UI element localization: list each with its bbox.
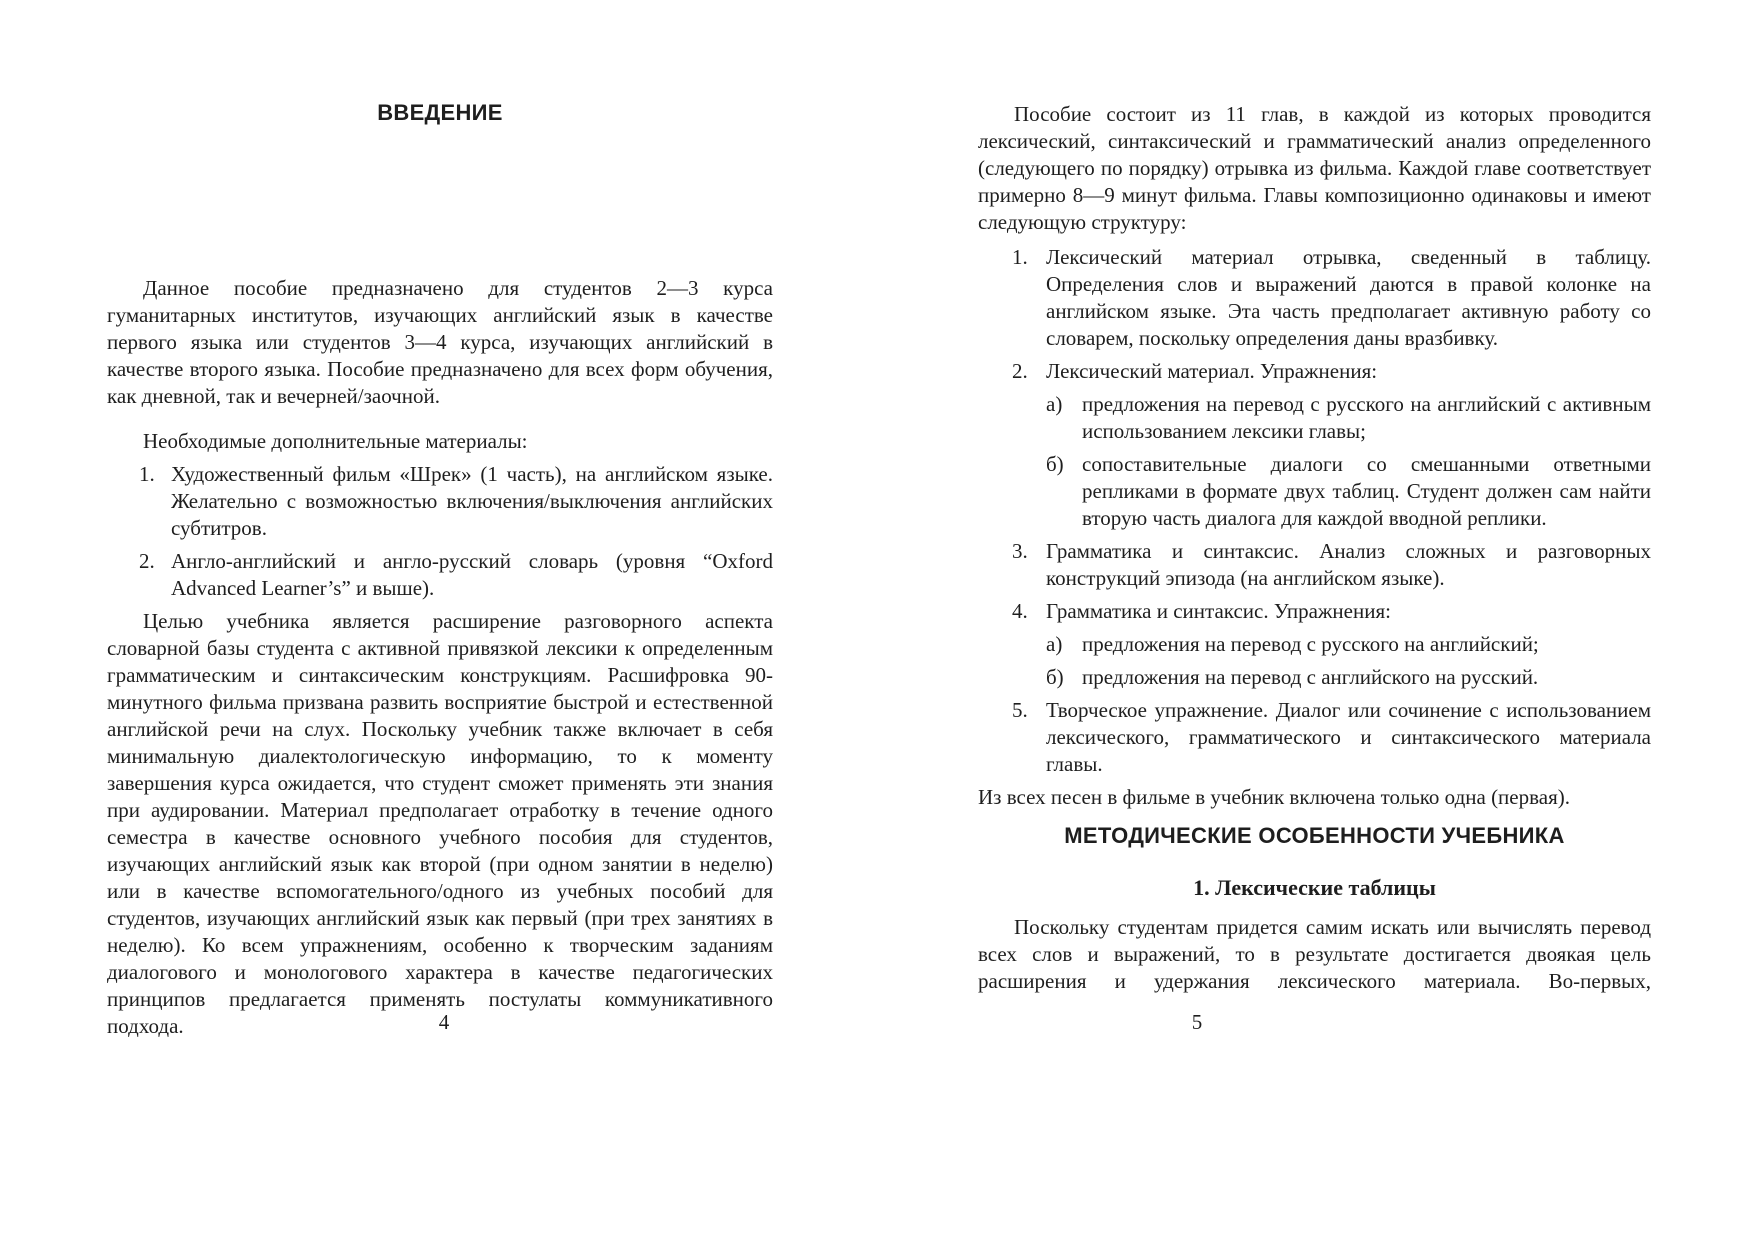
structure-item-3-number: 3. — [1012, 539, 1028, 563]
lexical-tables-subheading: 1. Лексические таблицы — [1193, 875, 1436, 900]
structure-item-2 — [978, 358, 1651, 385]
materials-item-2-text: Англо-английский и англо-русский словарь (уровня “Oxford Advanced Learner’s” и выше). — [171, 549, 773, 600]
tables-text-block — [978, 914, 1651, 995]
materials-item-2-number: 2. — [139, 549, 155, 573]
structure-item-2a-text: предложения на перевод с русского на английский с активным использованием лексики главы; — [1082, 392, 1651, 443]
structure-item-4a-text: предложения на перевод с русского на английский; — [1082, 632, 1539, 656]
structure-item-2b — [978, 451, 1651, 532]
structure-item-2-number: 2. — [1012, 359, 1028, 383]
structure-item-2-text: Лексический материал. Упражнения: — [1046, 359, 1378, 383]
materials-intro: Необходимые дополнительные материалы: — [143, 429, 528, 453]
page-number-left: 4 — [438, 1010, 450, 1034]
left-page — [0, 0, 874, 1241]
structure-item-2a — [978, 391, 1651, 445]
methodology-heading: МЕТОДИЧЕСКИЕ ОСОБЕННОСТИ УЧЕБНИКА — [1064, 823, 1565, 848]
structure-item-5-text: Творческое упражнение. Диалог или сочинение с использованием лексического, грамматического и синтаксического материала главы. — [1046, 698, 1651, 776]
structure-item-4-number: 4. — [1012, 599, 1028, 623]
structure-item-3-text: Грамматика и синтаксис. Анализ сложных и разговорных конструкций эпизода (на английском языке). — [1046, 539, 1651, 590]
structure-item-2b-text: сопоставительные диалоги со смешанными ответными репликами в формате двух таблиц. Студент должен сам найти вторую часть диалога для каждой вводной реплики. — [1082, 452, 1651, 530]
tables-paragraph: Поскольку студентам придется самим искать или вычислять перевод всех слов и выражений, то в результате достигается двоякая цель расширения и удержания лексического материала. Во-первых, — [978, 915, 1651, 993]
structure-item-2a-letter: а) — [1046, 392, 1063, 416]
materials-item-1 — [107, 461, 773, 542]
structure-item-4b-text: предложения на перевод с английского на русский. — [1082, 665, 1539, 689]
goal-paragraph: Целью учебника является расширение разговорного аспекта словарной базы студента с активной привязкой лексики к определенным грамматическим и синтаксическим конструкциям. Расшифровка 90-минутного фильма призвана развить восприятие быстрой и естественной английской речи на слух. Поскольку учебник также включает в себя минимальную диалектологическую информацию, то к моменту завершения курса ожидается, что студент сможет применять эти знания при аудировании. Материал предполагает отработку в течение одного семестра в качестве основного учебного пособия для студентов, изучающих английский язык как второй (при одном занятии в неделю) или в качестве вспомогательного/одного из учебных пособий для студентов, изучающих английский язык как первый (при трех занятиях в неделю). Ко всем упражнениям, особенно к творческим заданиям диалогового и монологового характера в качестве педагогических принципов предлагается применять постулаты коммуникативного подхода. — [107, 609, 773, 1038]
structure-item-4b-letter: б) — [1046, 665, 1064, 689]
materials-item-1-number: 1. — [139, 462, 155, 486]
structure-item-5-number: 5. — [1012, 698, 1028, 722]
structure-item-1-number: 1. — [1012, 245, 1028, 269]
structure-item-4a — [978, 631, 1651, 658]
intro-text-block — [107, 275, 773, 1040]
page-number-right: 5 — [1191, 1010, 1203, 1034]
structure-paragraph: Пособие состоит из 11 глав, в каждой из которых проводится лексический, синтаксический и грамматический анализ определенного (следующего по порядку) отрывка из фильма. Каждой главе соответствует примерно 8—9 минут фильма. Главы композиционно одинаковы и имеют следующую структуру: — [978, 102, 1651, 234]
structure-item-1 — [978, 244, 1651, 352]
structure-item-3 — [978, 538, 1651, 592]
structure-item-4b — [978, 664, 1651, 691]
materials-item-1-text: Художественный фильм «Шрек» (1 часть), на английском языке. Желательно с возможностью включения/выключения английских субтитров. — [171, 462, 773, 540]
introduction-heading: ВВЕДЕНИЕ — [377, 100, 503, 125]
right-page — [874, 0, 1749, 1241]
songs-note: Из всех песен в фильме в учебник включена только одна (первая). — [978, 785, 1570, 809]
intro-paragraph: Данное пособие предназначено для студентов 2—3 курса гуманитарных институтов, изучающих английский язык в качестве первого языка или студентов 3—4 курса, изучающих английский в качестве второго языка. Пособие предназначено для всех форм обучения, как дневной, так и вечерней/заочной. — [107, 276, 773, 408]
structure-item-5 — [978, 697, 1651, 778]
structure-text-block — [978, 101, 1651, 811]
structure-item-4-text: Грамматика и синтаксис. Упражнения: — [1046, 599, 1391, 623]
materials-item-2 — [107, 548, 773, 602]
structure-item-4 — [978, 598, 1651, 625]
structure-item-4a-letter: а) — [1046, 632, 1063, 656]
structure-item-1-text: Лексический материал отрывка, сведенный в таблицу. Определения слов и выражений даются в правой колонке на английском языке. Эта часть предполагает активную работу со словарем, поскольку определения даны вразбивку. — [1046, 245, 1651, 350]
structure-item-2b-letter: б) — [1046, 452, 1064, 476]
